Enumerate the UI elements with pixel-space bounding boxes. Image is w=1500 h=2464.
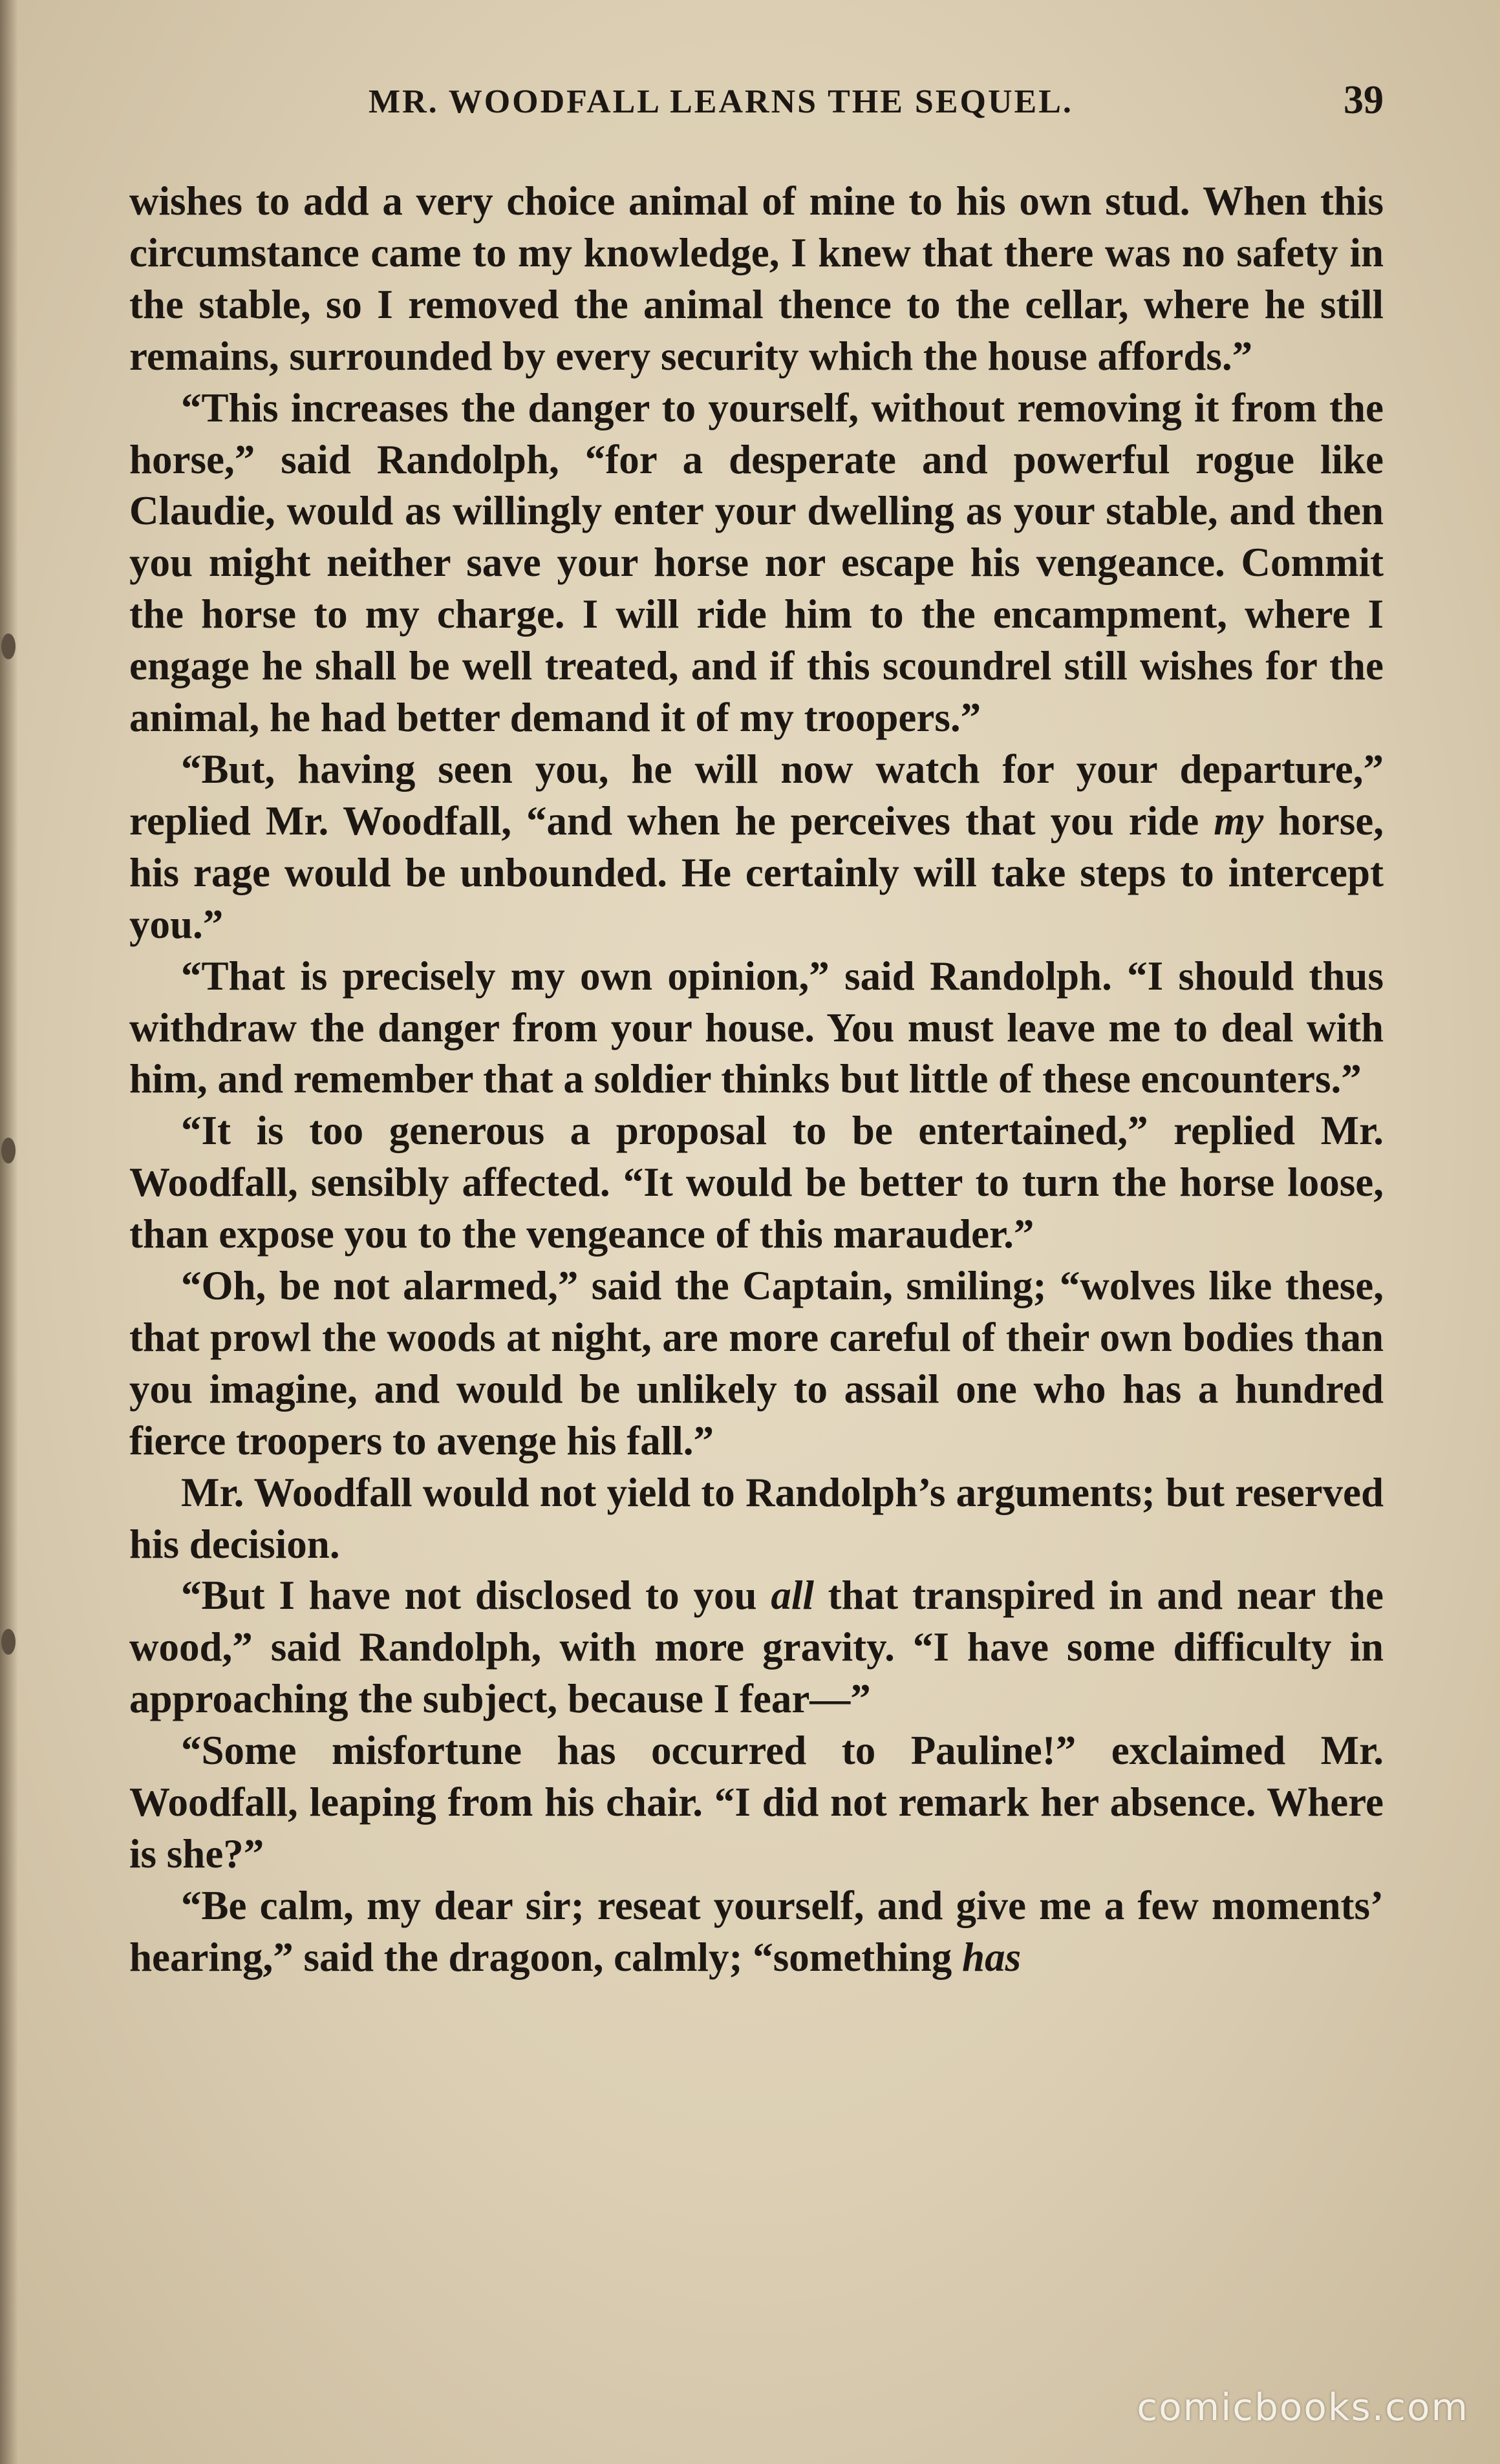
emphasis: my — [1214, 798, 1264, 844]
paragraph: “Be calm, my dear sir; reseat yourself, and give me a few moments’ hearing,” said the dragoon, calmly; “something has — [129, 1882, 1384, 1980]
paragraph: wishes to add a very choice animal of mine to his own stud. When this circumstance came to my knowledge, I knew that there was no safety in the stable, so I removed the animal thence to the cellar, where he still remains, surrounded by every security which the house affords.” — [129, 178, 1384, 379]
binding-hole — [1, 633, 16, 659]
paragraph: “But, having seen you, he will now watch for your departure,” replied Mr. Woodfall, “and when he perceives that you ride my horse, his rage would be unbounded. He certainly will take steps to intercept you.” — [129, 746, 1384, 947]
watermark: comicbooks.com — [1137, 2385, 1469, 2429]
page-header — [129, 78, 1384, 129]
paragraph: “Some misfortune has occurred to Pauline!” exclaimed Mr. Woodfall, leaping from his chair. “I did not remark her absence. Where is she?” — [129, 1728, 1384, 1876]
paragraph: “This increases the danger to yourself, without removing it from the horse,” said Randolph, “for a desperate and powerful rogue like Claudie, would as willingly enter your dwelling as your stable, and then you might neither save your horse nor escape his vengeance. Commit the horse to my charge. I will ride him to the encampment, where I engage he shall be well treated, and if this scoundrel still wishes for the animal, he had better demand it of my troopers.” — [129, 385, 1384, 741]
running-title: MR. WOODFALL LEARNS THE SEQUEL. — [369, 83, 1073, 120]
emphasis: all — [771, 1573, 814, 1619]
paragraph: “It is too generous a proposal to be entertained,” replied Mr. Woodfall, sensibly affected. “It would be better to turn the horse loose, than expose you to the vengeance of this marauder.” — [129, 1108, 1384, 1257]
paragraph: “That is precisely my own opinion,” said Randolph. “I should thus withdraw the danger from your house. You must leave me to deal with him, and remember that a soldier thinks but little of these encounters.” — [129, 953, 1384, 1102]
binding-hole — [1, 1138, 16, 1163]
emphasis: has — [962, 1934, 1022, 1980]
binding-hole — [1, 1629, 16, 1655]
paragraph: “Oh, be not alarmed,” said the Captain, smiling; “wolves like these, that prowl the woods at night, are more careful of their own bodies than you imagine, and would be unlikely to assail one who has a hundred fierce troopers to avenge his fall.” — [129, 1263, 1384, 1463]
paragraph: Mr. Woodfall would not yield to Randolph’s arguments; but reserved his decision. — [129, 1469, 1384, 1567]
paragraph: “But I have not disclosed to you all that transpired in and near the wood,” said Randolph, with more gravity. “I have some difficulty in approaching the subject, because I fear—” — [129, 1573, 1384, 1722]
page-number: 39 — [1344, 78, 1384, 122]
page-edge-shadow — [0, 0, 18, 2464]
body-text — [129, 176, 1384, 1984]
